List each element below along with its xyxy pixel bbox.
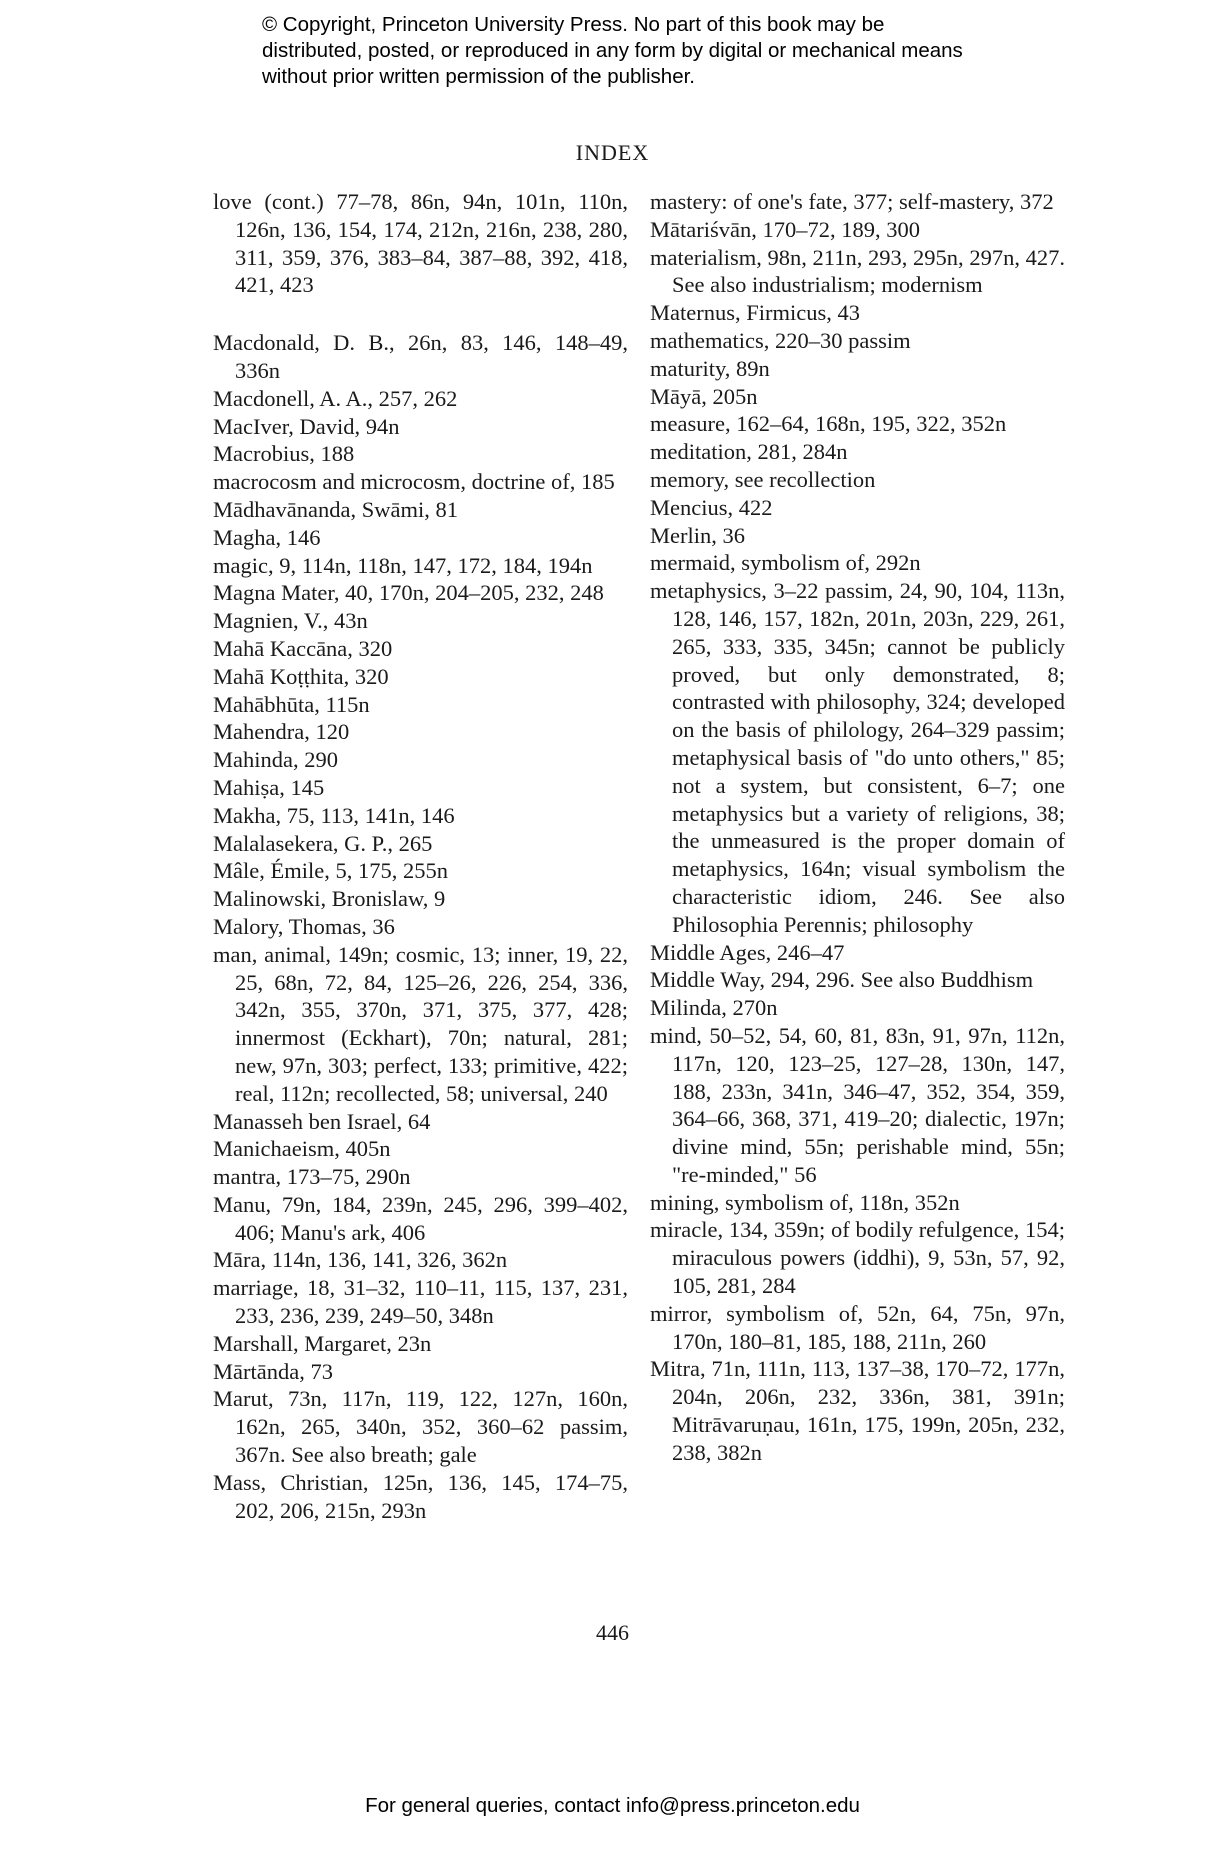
index-entry: MacIver, David, 94n bbox=[213, 413, 400, 439]
index-entry: love (cont.) 77–78, 86n, 94n, 101n, 110n, 126n, 136, 154, 174, 212n, 216n, 238, 280, 311, 359, 376, 383–84, 387–88, 392, 418, 421, 423 bbox=[213, 189, 628, 298]
index-entry: Mahā Kaccāna, 320 bbox=[213, 635, 393, 661]
index-entry: Manasseh ben Israel, 64 bbox=[213, 1108, 431, 1134]
index-entry: materialism, 98n, 211n, 293, 295n, 297n, 427. See also industrialism; modernism bbox=[650, 244, 1065, 298]
index-entry: measure, 162–64, 168n, 195, 322, 352n bbox=[650, 411, 1007, 437]
index-entry: Magha, 146 bbox=[213, 524, 321, 550]
index-entry: Manu, 79n, 184, 239n, 245, 296, 399–402, 406; Manu's ark, 406 bbox=[213, 1191, 628, 1245]
index-entry: Mahinda, 290 bbox=[213, 747, 338, 773]
index-entry: Mahā Koṭṭhita, 320 bbox=[213, 663, 389, 689]
index-entry: Māra, 114n, 136, 141, 326, 362n bbox=[213, 1247, 508, 1273]
index-entry: man, animal, 149n; cosmic, 13; inner, 19, 22, 25, 68n, 72, 84, 125–26, 226, 254, 336, 342n, 355, 370n, 371, 375, 377, 428; innermost (Eckhart), 70n; natural, 281; new, 97n, 303; perfect, 133; primitive, 422; real, 112n; recollected, 58; universal, 240 bbox=[213, 941, 628, 1106]
index-entry: memory, see recollection bbox=[650, 466, 876, 492]
index-entry: Mahābhūta, 115n bbox=[213, 691, 370, 717]
index-entry: Merlin, 36 bbox=[650, 522, 745, 548]
index-entry: maturity, 89n bbox=[650, 355, 770, 381]
index-entry: Malalasekera, G. P., 265 bbox=[213, 830, 433, 856]
index-entry: Magnien, V., 43n bbox=[213, 608, 368, 634]
index-entry: Māyā, 205n bbox=[650, 383, 758, 409]
index-entry: Magna Mater, 40, 170n, 204–205, 232, 248 bbox=[213, 580, 604, 606]
index-entry: meditation, 281, 284n bbox=[650, 439, 848, 465]
index-entry: miracle, 134, 359n; of bodily refulgence, 154; miraculous powers (iddhi), 9, 53n, 57, 92, 105, 281, 284 bbox=[650, 1217, 1065, 1299]
index-entry: Malinowski, Bronislaw, 9 bbox=[213, 886, 446, 912]
index-entry: mirror, symbolism of, 52n, 64, 75n, 97n, 170n, 180–81, 185, 188, 211n, 260 bbox=[650, 1300, 1065, 1354]
index-entry: Makha, 75, 113, 141n, 146 bbox=[213, 802, 455, 828]
index-entry: Macdonald, D. B., 26n, 83, 146, 148–49, 336n bbox=[213, 330, 628, 383]
index-entry: Manichaeism, 405n bbox=[213, 1136, 391, 1162]
index-entry: Mātariśvān, 170–72, 189, 300 bbox=[650, 216, 920, 242]
index-entry: Middle Way, 294, 296. See also Buddhism bbox=[650, 967, 1034, 993]
index-entry: marriage, 18, 31–32, 110–11, 115, 137, 231, 233, 236, 239, 249–50, 348n bbox=[213, 1275, 628, 1329]
index-entry: Milinda, 270n bbox=[650, 995, 778, 1021]
index-entry: Macdonell, A. A., 257, 262 bbox=[213, 385, 458, 411]
index-entry: macrocosm and microcosm, doctrine of, 185 bbox=[213, 469, 615, 495]
index-entry: magic, 9, 114n, 118n, 147, 172, 184, 194n bbox=[213, 552, 593, 578]
index-entry: Middle Ages, 246–47 bbox=[650, 939, 845, 965]
index-entry: Mahendra, 120 bbox=[213, 719, 350, 745]
index-entry: mermaid, symbolism of, 292n bbox=[650, 550, 921, 576]
index-entry: Macrobius, 188 bbox=[213, 441, 355, 467]
copyright-notice: © Copyright, Princeton University Press. No part of this book may be distributed, posted, or reproduced in any form by digital or mechanical means without prior written permission of the publisher. bbox=[262, 13, 963, 88]
index-entry: Mâle, Émile, 5, 175, 255n bbox=[213, 858, 448, 884]
page-title: INDEX bbox=[575, 140, 650, 165]
index-entry: Malory, Thomas, 36 bbox=[213, 913, 395, 939]
index-entry: Marshall, Margaret, 23n bbox=[213, 1330, 432, 1356]
index-entry: Maternus, Firmicus, 43 bbox=[650, 300, 860, 326]
index-entry: mantra, 173–75, 290n bbox=[213, 1164, 411, 1190]
index-entry: mind, 50–52, 54, 60, 81, 83n, 91, 97n, 112n, 117n, 120, 123–25, 127–28, 130n, 147, 188, 233n, 341n, 346–47, 352, 354, 359, 364–66, 368, 371, 419–20; dialectic, 197n; divine mind, 55n; perishable mind, 55n; "re-minded," 56 bbox=[650, 1022, 1065, 1187]
index-entry: metaphysics, 3–22 passim, 24, 90, 104, 113n, 128, 146, 157, 182n, 201n, 203n, 229, 261, 265, 333, 335, 345n; cannot be publicly proved, but only demonstrated, 8; contrasted with philosophy, 324; developed on the basis of philology, 264–329 passim; metaphysical basis of "do unto others," 85; not a system, but consistent, 6–7; one metaphysics but a variety of religions, 38; the unmeasured is the proper domain of metaphysics, 164n; visual symbolism the characteristic idiom, 246. See also Philosophia Perennis; philosophy bbox=[650, 578, 1065, 937]
index-entry: Marut, 73n, 117n, 119, 122, 127n, 160n, 162n, 265, 340n, 352, 360–62 passim, 367n. See also breath; gale bbox=[213, 1386, 628, 1468]
index-entry: mining, symbolism of, 118n, 352n bbox=[650, 1189, 960, 1215]
index-column-left bbox=[213, 188, 628, 1524]
footer-contact: For general queries, contact info@press.princeton.edu bbox=[365, 1794, 860, 1817]
index-entry: Mahiṣa, 145 bbox=[213, 774, 325, 800]
index-entry: Mitra, 71n, 111n, 113, 137–38, 170–72, 177n, 204n, 206n, 232, 336n, 381, 391n; Mitrāvaruṇau, 161n, 175, 199n, 205n, 232, 238, 382n bbox=[650, 1356, 1065, 1465]
index-column-right bbox=[650, 188, 1065, 1467]
index-entry: Mārtānda, 73 bbox=[213, 1358, 333, 1384]
index-entry: mathematics, 220–30 passim bbox=[650, 327, 911, 353]
index-entry: mastery: of one's fate, 377; self-mastery, 372 bbox=[650, 189, 1054, 214]
index-entry: Mencius, 422 bbox=[650, 494, 773, 520]
index-entry: Mass, Christian, 125n, 136, 145, 174–75, 202, 206, 215n, 293n bbox=[213, 1469, 628, 1523]
index-entry: Mādhavānanda, Swāmi, 81 bbox=[213, 496, 458, 522]
page-number: 446 bbox=[596, 1620, 629, 1645]
